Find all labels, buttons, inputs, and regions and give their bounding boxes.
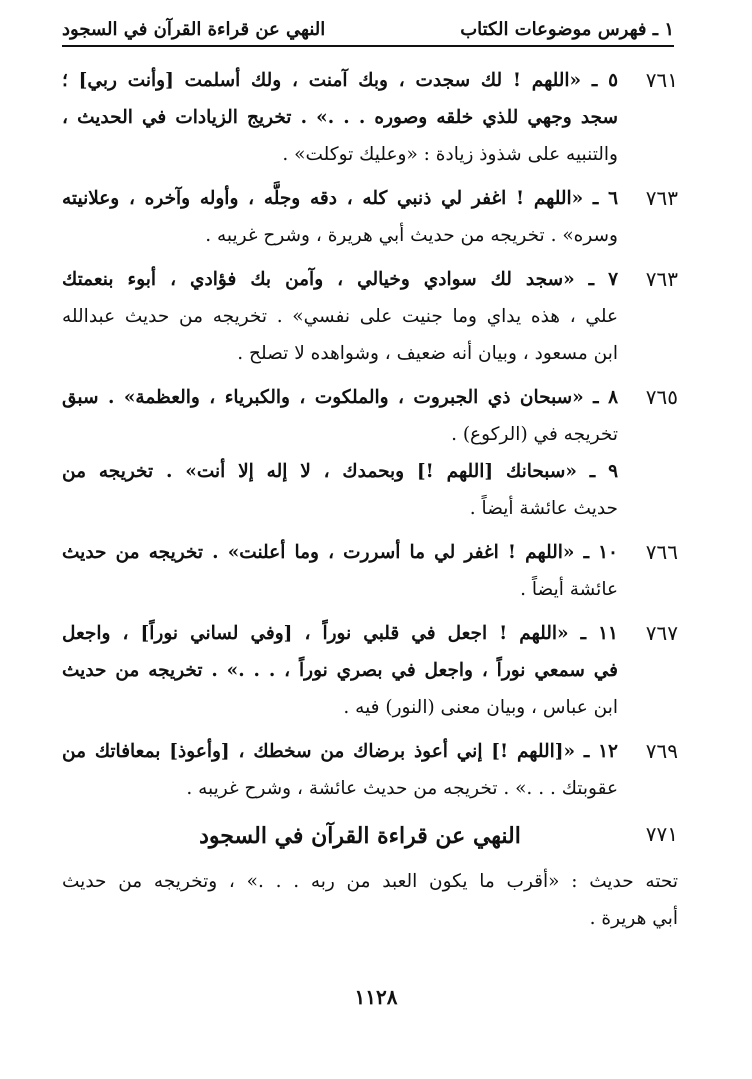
entry-line: عقوبتك . . .» . تخريجه من حديث عائشة ، وشرح غريبه .	[186, 778, 618, 799]
entry-page-number: ٧٦٦	[645, 540, 678, 564]
page-number: ١١٢٨	[354, 985, 398, 1009]
entry-page-number: ٧٦٣	[645, 186, 678, 210]
entry-line: ١١ ـ «اللهم ! اجعل في قلبي نوراً ، [وفي لساني نوراً] ، واجعل	[62, 623, 618, 644]
section-description	[62, 863, 678, 937]
index-entry	[62, 534, 678, 608]
entry-line: علي ، هذه يداي وما جنيت على نفسي» . تخريجه من حديث عبدالله	[62, 306, 618, 327]
entry-line: أبي هريرة .	[589, 908, 678, 929]
entry-line: حديث عائشة أيضاً .	[469, 498, 618, 519]
entry-line: والتنبيه على شذوذ زيادة : «وعليك توكلت» .	[282, 144, 618, 165]
index-entry	[62, 62, 678, 173]
entry-line: ابن عباس ، وبيان معنى (النور) فيه .	[343, 697, 618, 718]
entry-page-number: ٧٦٣	[645, 267, 678, 291]
section-heading-entry	[62, 814, 678, 856]
entry-line: تحته حديث : «أقرب ما يكون العبد من ربه . . .» ، وتخريجه من حديث	[62, 871, 678, 892]
header-left-title: النهي عن قراءة القرآن في السجود	[62, 18, 326, 40]
entry-line: ٧ ـ «سجد لك سوادي وخيالي ، وآمن بك فؤادي ، أبوء بنعمتك	[62, 269, 618, 290]
entry-line: ٨ ـ «سبحان ذي الجبروت ، والملكوت ، والكبرياء ، والعظمة» . سبق	[62, 387, 618, 408]
index-entry	[62, 733, 678, 807]
section-title: النهي عن قراءة القرآن في السجود	[199, 823, 521, 849]
entry-page-number: ٧٦١	[645, 68, 678, 92]
entry-line: ٦ ـ «اللهم ! اغفر لي ذنبي كله ، دقه وجلَّه ، وأوله وآخره ، وعلانيته	[62, 188, 618, 209]
entry-page-number: ٧٦٧	[645, 621, 678, 645]
entry-line: في سمعي نوراً ، واجعل في بصري نوراً ، . . .» . تخريجه من حديث	[62, 660, 618, 681]
index-entry	[62, 615, 678, 726]
index-entry	[62, 180, 678, 254]
index-entries	[62, 62, 678, 937]
entry-line: سجد وجهي للذي خلقه وصوره . . .» . تخريج الزيادات في الحديث ،	[62, 107, 618, 128]
header-divider	[62, 45, 674, 47]
entry-line: ٩ ـ «سبحانك [اللهم !] وبحمدك ، لا إله إلا أنت» . تخريجه من	[62, 461, 618, 482]
entry-line: تخريجه في (الركوع) .	[451, 424, 618, 445]
header-right-title: ١ ـ فهرس موضوعات الكتاب	[460, 18, 674, 40]
entry-line: ابن مسعود ، وبيان أنه ضعيف ، وشواهده لا تصلح .	[237, 343, 618, 364]
entry-page-number: ٧٧١	[645, 822, 678, 846]
running-header	[62, 14, 674, 44]
entry-line: وسره» . تخريجه من حديث أبي هريرة ، وشرح غريبه .	[205, 225, 618, 246]
index-entry	[62, 261, 678, 372]
entry-line: ١٢ ـ «[اللهم !] إني أعوذ برضاك من سخطك ، [وأعوذ] بمعافاتك من	[62, 741, 618, 762]
entry-line: ٥ ـ «اللهم ! لك سجدت ، وبك آمنت ، ولك أسلمت [وأنت ربي] ؛	[62, 70, 618, 91]
entry-page-number: ٧٦٩	[645, 739, 678, 763]
entry-line: ١٠ ـ «اللهم ! اغفر لي ما أسررت ، وما أعلنت» . تخريجه من حديث	[62, 542, 618, 563]
index-entry	[62, 379, 678, 527]
entry-line: عائشة أيضاً .	[520, 579, 618, 600]
entry-page-number: ٧٦٥	[645, 385, 678, 409]
